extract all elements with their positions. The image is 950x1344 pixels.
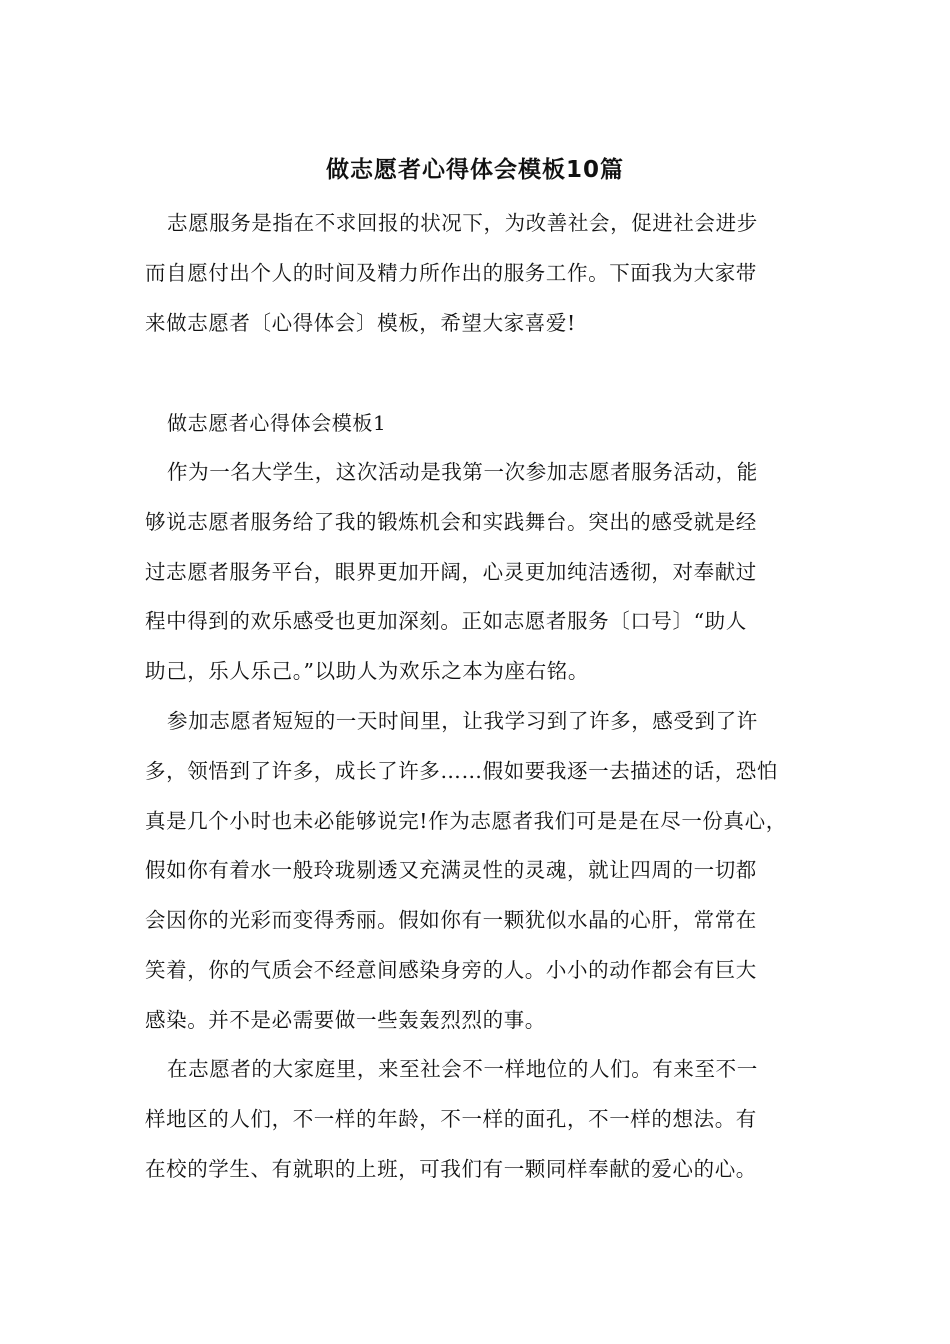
paragraph-2-line-3: 真是几个小时也未必能够说完!作为志愿者我们可是是在尽一份真心， (145, 808, 787, 833)
paragraph-2 (145, 697, 825, 1046)
paragraph-1-line-5: 助己，乐人乐己。”以助人为欢乐之本为座右铭。 (145, 659, 589, 684)
paragraph-3-line-3: 在校的学生、有就职的上班，可我们有一颗同样奉献的爱心的心。 (145, 1156, 757, 1181)
paragraph-3-line-1: 在志愿者的大家庭里，来至社会不一样地位的人们。有来至不一 (167, 1057, 758, 1081)
document-title: 做志愿者心得体会模板10篇 (325, 157, 624, 183)
paragraph-3-line-2: 样地区的人们，不一样的年龄，不一样的面孔，不一样的想法。有 (145, 1106, 757, 1131)
paragraph-1-line-4: 程中得到的欢乐感受也更加深刻。正如志愿者服务〔口号〕“助人 (145, 609, 747, 634)
paragraph-1-line-2: 够说志愿者服务给了我的锻炼机会和实践舞台。突出的感受就是经 (145, 509, 757, 534)
paragraph-2-line-5: 会因你的光彩而变得秀丽。假如你有一颗犹似水晶的心肝，常常在 (145, 908, 757, 933)
intro-line-1: 志愿服务是指在不求回报的状况下，为改善社会，促进社会进步 (167, 211, 758, 235)
intro-line-3: 来做志愿者〔心得体会〕模板，希望大家喜爱! (145, 310, 576, 335)
paragraph-2-line-4: 假如你有着水一般玲珑剔透又充满灵性的灵魂，就让四周的一切都 (145, 858, 757, 883)
paragraph-2-line-7: 感染。并不是必需要做一些轰轰烈烈的事。 (145, 1007, 546, 1032)
paragraph-1-line-1: 作为一名大学生，这次活动是我第一次参加志愿者服务活动，能 (167, 460, 758, 484)
section-heading: 做志愿者心得体会模板1 (167, 411, 387, 435)
paragraph-2-line-1: 参加志愿者短短的一天时间里，让我学习到了许多，感受到了许 (167, 709, 758, 733)
paragraph-3 (145, 1045, 825, 1194)
paragraph-1 (145, 448, 825, 697)
intro-paragraph (145, 199, 825, 348)
paragraph-2-line-2: 多，领悟到了许多，成长了许多……假如要我逐一去描述的话，恐怕 (145, 758, 778, 783)
paragraph-1-line-3: 过志愿者服务平台，眼界更加开阔，心灵更加纯洁透彻，对奉献过 (145, 559, 757, 584)
paragraph-2-line-6: 笑着，你的气质会不经意间感染身旁的人。小小的动作都会有巨大 (145, 957, 757, 982)
intro-line-2: 而自愿付出个人的时间及精力所作出的服务工作。下面我为大家带 (145, 260, 757, 285)
